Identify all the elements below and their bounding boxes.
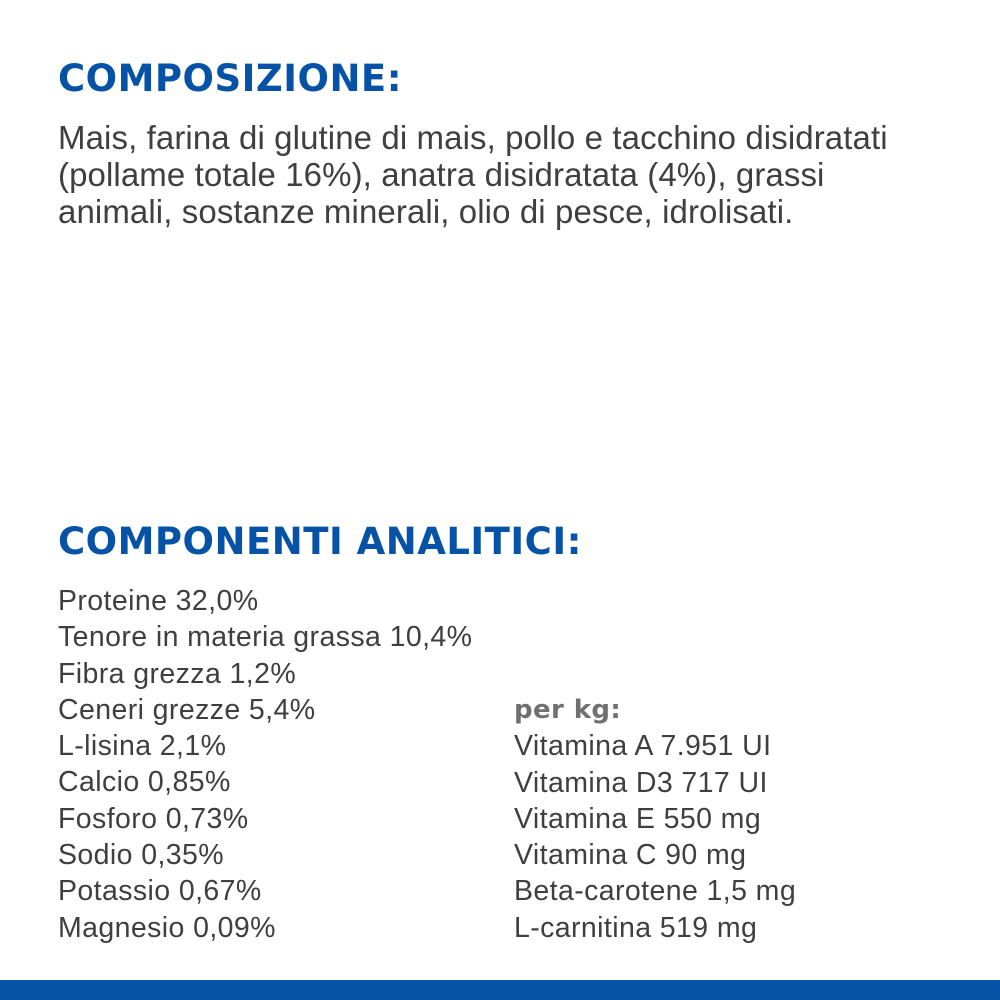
analytics-item-ceneri: Ceneri grezze 5,4% (58, 693, 316, 726)
analytics-item-fosforo: Fosforo 0,73% (58, 802, 249, 835)
analytics-item-lisina: L-lisina 2,1% (58, 730, 227, 763)
analytics-list-per-kg (514, 692, 796, 946)
analytics-item-vitamina-e: Vitamina E 550 mg (514, 802, 762, 835)
analytics-list-percentages (58, 583, 472, 946)
analytics-heading: COMPONENTI ANALITICI: (58, 520, 582, 563)
analytics-item-grassi: Tenore in materia grassa 10,4% (58, 621, 473, 654)
analytics-item-vitamina-a: Vitamina A 7.951 UI (514, 730, 772, 763)
analytics-item-l-carnitina: L-carnitina 519 mg (514, 911, 758, 944)
analytics-item-potassio: Potassio 0,67% (58, 875, 262, 908)
analytics-item-vitamina-c: Vitamina C 90 mg (514, 839, 747, 872)
analytics-item-proteine: Proteine 32,0% (58, 585, 259, 617)
footer-bar (0, 980, 1000, 1000)
per-kg-label: per kg: (514, 695, 622, 725)
analytics-item-sodio: Sodio 0,35% (58, 839, 225, 872)
analytics-item-fibra: Fibra grezza 1,2% (58, 657, 297, 690)
analytics-item-calcio: Calcio 0,85% (58, 766, 231, 799)
analytics-item-vitamina-d3: Vitamina D3 717 UI (514, 766, 768, 799)
composition-text: Mais, farina di glutine di mais, pollo e tacchino disidratati (pollame totale 16%), anatra disidratata (4%), grassi animali, sostanze minerali, olio di pesce, idrolisati. (58, 119, 888, 230)
analytics-item-magnesio: Magnesio 0,09% (58, 911, 276, 944)
analytics-item-beta-carotene: Beta-carotene 1,5 mg (514, 875, 797, 908)
composition-heading: COMPOSIZIONE: (58, 57, 402, 100)
